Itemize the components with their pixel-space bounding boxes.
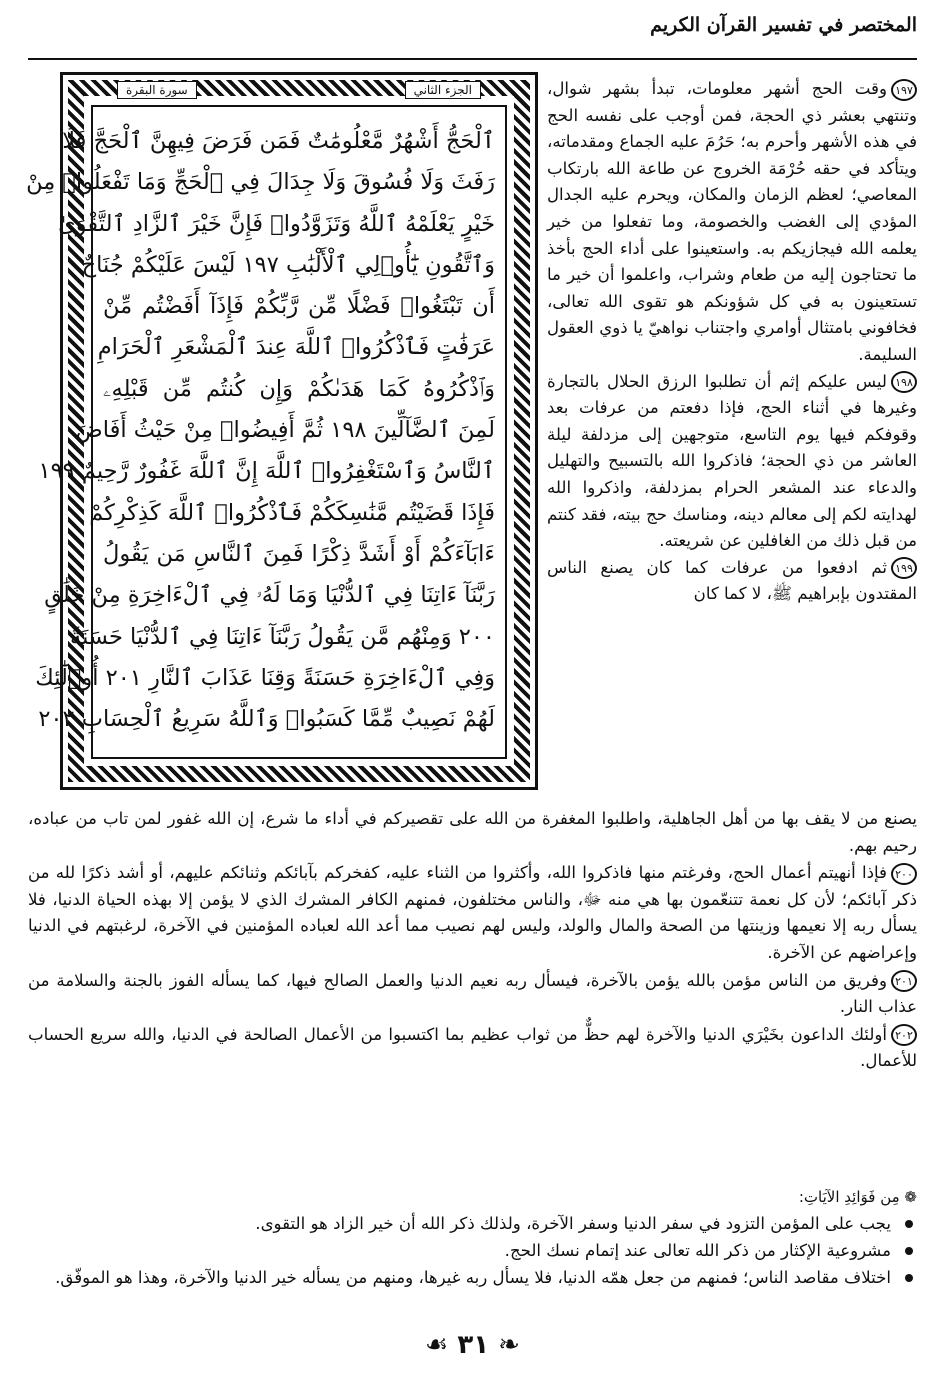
mushaf-frame: [26, 72, 538, 790]
tafsir-text: ثم ادفعوا من عرفات كما كان يصنع الناس المقتدون بإبراهيم ﷺ، لا كما كان: [547, 557, 917, 604]
quran-line: خَيْرٍ يَعْلَمْهُ ٱللَّهُ وَتَزَوَّدُوا۟ فَإِنَّ خَيْرَ ٱلزَّادِ ٱلتَّقْوَىٰ: [58, 210, 495, 237]
tafsir-full-width: [28, 806, 917, 1076]
quran-line: فَإِذَا قَضَيْتُم مَّنَٰسِكَكُمْ فَٱذْكُرُوا۟ ٱللَّهَ كَذِكْرِكُمْ: [89, 499, 495, 526]
quran-line: ٢٠٠ وَمِنْهُم مَّن يَقُولُ رَبَّنَآ ءَاتِنَا فِي ٱلدُّنْيَا حَسَنَةً: [70, 623, 495, 650]
quran-line: وَٱذْكُرُوهُ كَمَا هَدَىٰكُمْ وَإِن كُنتُم مِّن قَبْلِهِۦ: [103, 375, 495, 402]
tafsir-paragraph-198: [547, 369, 917, 555]
flower-icon: ❁: [899, 1188, 917, 1206]
ornament-icon: ☙: [425, 1330, 458, 1360]
quran-line: وَفِي ٱلْءَاخِرَةِ حَسَنَةً وَقِنَا عَذَابَ ٱلنَّارِ ٢٠١ أُو۟لَٰٓئِكَ: [35, 664, 495, 691]
tafsir-paragraph-199b: يصنع من لا يقف بها من أهل الجاهلية، واطلبوا المغفرة من الله على تقصيركم في أداء ما شرع، إن الله غفور لمن تاب من عباده، رحيم بهم.: [28, 809, 917, 855]
juz-label: الجزء الثاني: [405, 81, 481, 99]
verse-number-badge: ١٩٧: [891, 79, 917, 101]
bullet-icon: [905, 1247, 913, 1255]
tafsir-paragraph-199a: [547, 555, 917, 608]
verse-number-badge: ١٩٨: [891, 371, 917, 393]
tafsir-text: أولئك الداعون بخَيْرَي الدنيا والآخرة لهم حظٌّ من ثواب عظيم بما اكتسبوا من الأعمال الصالحة في الدنيا، والله سريع الحساب للأعمال.: [28, 1024, 917, 1071]
verse-number-badge: ٢٠٠: [891, 863, 917, 885]
list-item: يجب على المؤمن التزود في سفر الدنيا وسفر الآخرة، ولذلك ذكر الله أن خير الزاد هو التقوى.: [28, 1210, 917, 1237]
tafsir-text: وفريق من الناس مؤمن بالله يؤمن بالآخرة، فيسأل ربه نعيم الدنيا والعمل الصالح فيها، كما يسأله الفوز بالجنة والسلامة من عذاب النار.: [28, 970, 917, 1017]
verse-number-badge: ١٩٩: [891, 557, 917, 579]
tafsir-paragraph-201: [28, 968, 917, 1021]
quran-line: أَن تَبْتَغُوا۟ فَضْلًا مِّن رَّبِّكُمْ فَإِذَآ أَفَضْتُم مِّنْ: [103, 293, 495, 320]
quran-line: وَٱتَّقُونِ يَٰٓأُو۟لِي ٱلْأَلْبَٰبِ ١٩٧ لَيْسَ عَلَيْكُمْ جُنَاحٌ: [81, 251, 495, 278]
list-item: اختلاف مقاصد الناس؛ فمنهم من جعل همّه الدنيا، فلا يسأل ربه غيرها، ومنهم من يسأله خير الدنيا والآخرة، وهذا هو الموفّق.: [28, 1264, 917, 1291]
bullet-icon: [905, 1220, 913, 1228]
tafsir-text: ليس عليكم إثم أن تطلبوا الرزق الحلال بالتجارة وغيرها في أثناء الحج، فإذا دفعتم من عرفات بعد وقوفكم فيها يوم التاسع، متوجهين إلى مزدلفة ليلة العاشر من ذي الحجة؛ فاذكروا الله بالتسبيح والتهليل والدعاء عند المشعر الحرام بمزدلفة، واذكروا الله لهدايته لكم إلى معالم دينه، ومناسك حج بيته، فقد كنتم من قبل ذلك من الغافلين عن شريعته.: [547, 371, 917, 551]
bullet-icon: [905, 1274, 913, 1282]
quran-line: عَرَفَٰتٍ فَٱذْكُرُوا۟ ٱللَّهَ عِندَ ٱلْمَشْعَرِ ٱلْحَرَامِ: [97, 334, 495, 361]
tafsir-column: [547, 76, 917, 608]
page-header-title: المختصر في تفسير القرآن الكريم: [650, 14, 917, 36]
quran-line: رَفَثَ وَلَا فُسُوقَ وَلَا جِدَالَ فِي ٱلْحَجِّ وَمَا تَفْعَلُوا۟ مِنْ: [26, 169, 495, 196]
benefits-list: [28, 1210, 917, 1291]
surah-label: سورة البقرة: [117, 81, 197, 99]
verse-number-badge: ٢٠٢: [891, 1024, 917, 1046]
quran-line: لَهُمْ نَصِيبٌ مِّمَّا كَسَبُوا۟ وَٱللَّهُ سَرِيعُ ٱلْحِسَابِ ٢٠٢: [38, 706, 495, 733]
quran-line: لَمِنَ ٱلضَّآلِّينَ ١٩٨ ثُمَّ أَفِيضُوا۟ مِنْ حَيْثُ أَفَاضَ: [75, 417, 495, 444]
tafsir-paragraph-200: [28, 860, 917, 966]
ornament-icon: ❧: [489, 1330, 520, 1360]
quran-text-block: [26, 105, 507, 759]
quran-line: ءَابَآءَكُمْ أَوْ أَشَدَّ ذِكْرًا فَمِنَ ٱلنَّاسِ مَن يَقُولُ: [103, 540, 495, 567]
page-number: ❧ ٣١ ☙: [425, 1330, 520, 1360]
list-item: مشروعية الإكثار من ذكر الله تعالى عند إتمام نسك الحج.: [28, 1237, 917, 1264]
header-divider: [28, 58, 917, 60]
benefits-heading: ❁ مِن فَوَائِدِ الآيَاتِ:: [798, 1188, 917, 1206]
quran-line: ٱلْحَجُّ أَشْهُرٌ مَّعْلُومَٰتٌ فَمَن فَرَضَ فِيهِنَّ ٱلْحَجَّ فَلَا: [62, 128, 495, 154]
verse-number-badge: ٢٠١: [891, 970, 917, 992]
quran-line: ٱلنَّاسُ وَٱسْتَغْفِرُوا۟ ٱللَّهَ إِنَّ ٱللَّهَ غَفُورٌ رَّحِيمٌ ١٩٩: [38, 458, 495, 485]
tafsir-paragraph-202: [28, 1022, 917, 1075]
quran-line: رَبَّنَآ ءَاتِنَا فِي ٱلدُّنْيَا وَمَا لَهُۥ فِي ٱلْءَاخِرَةِ مِنْ خَلَٰقٍ: [44, 582, 495, 609]
tafsir-paragraph-197: [547, 76, 917, 369]
tafsir-text: وقت الحج أشهر معلومات، تبدأ بشهر شوال، وتنتهي بعشر ذي الحجة، فمن أوجب على نفسه الحج في هذه الأشهر وأحرم به؛ حَرُمَ عليه الجماع ومقدماته، ويتأكد في حقه حُرْمَة الخروج عن طاعة الله بارتكاب المعاصي؛ لعظم الزمان والمكان، ويحرم عليه الجدال المؤدي إلى الغضب والخصومة، وما تفعلوا من خير يعلمه الله فيجازيكم به. واستعينوا على أداء الحج بأخذ ما تحتاجون إليه من طعام وشراب، واعلموا أن خير ما تستعينون به في كل شؤونكم هو تقوى الله تعالى، فخافوني بامتثال أوامري واجتناب نواهيّ يا ذوي العقول السليمة.: [547, 79, 917, 364]
tafsir-text: فإذا أنهيتم أعمال الحج، وفرغتم منها فاذكروا الله، وأكثروا من الثناء عليه، كفخركم بآبائكم وثنائكم عليهم، أو أشد ذكرًا لله من ذكر آبائكم؛ لأن كل نعمة تتنعّمون بها هي منه ﷻ، والناس مختلفون، فمنهم الكافر المشرك الذي لا يؤمن إلا بهذه الحياة الدنيا، فلا يسأل ربه إلا نعيمها وزينتها من الصحة والمال والولد، وليس لهم نصيب مما أعد الله لعباده المؤمنين في الآخرة، لرغبتهم في الدنيا وإعراضهم عن الآخرة.: [28, 863, 917, 962]
